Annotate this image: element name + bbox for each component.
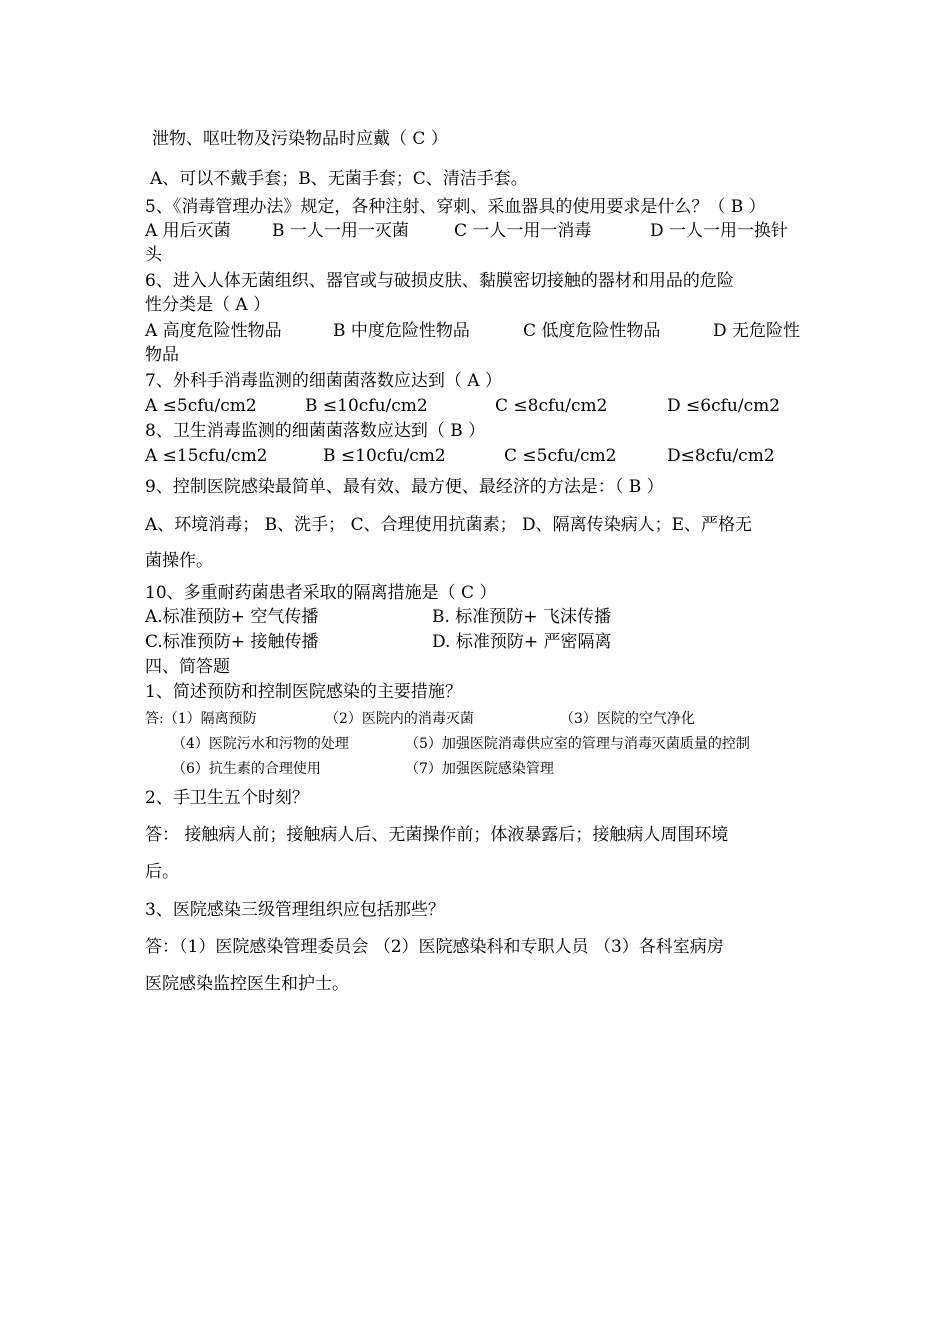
answer-1-row3: [172, 758, 842, 780]
answer-item: （2）医院内的消毒灭菌: [325, 711, 474, 727]
option-c: C 一人一用一消毒: [454, 221, 592, 241]
section-heading: 四、简答题: [145, 657, 230, 677]
option-c: C ≤5cfu/cm2: [504, 446, 617, 466]
question-9: 9、控制医院感染最简单、最有效、最方便、最经济的方法是：（ B ）: [145, 477, 664, 497]
question-6-options: [145, 320, 815, 342]
option-a: A 用后灭菌: [145, 221, 231, 241]
answer-item: （6）抗生素的合理使用: [172, 761, 321, 777]
question-7-options: [145, 395, 815, 417]
question-10-options-row2: [145, 631, 815, 653]
question-5: 5、《消毒管理办法》规定，各种注射、穿刺、采血器具的使用要求是什么？（ B ）: [145, 197, 766, 217]
answer-item: 答:（1）隔离预防: [145, 711, 257, 727]
option-c: C ≤8cfu/cm2: [495, 396, 608, 416]
option-b: B ≤10cfu/cm2: [305, 396, 428, 416]
question-6-continuation: 性分类是（ A ）: [145, 295, 271, 315]
answer-3: 答：（1）医院感染管理委员会 （2）医院感染科和专职人员 （3）各科室病房: [145, 937, 724, 957]
option-b: B 中度危险性物品: [333, 321, 470, 341]
question-6-wrap: 物品: [145, 345, 179, 365]
option-b: B ≤10cfu/cm2: [323, 446, 446, 466]
short-question-3: 3、医院感染三级管理组织应包括那些？: [145, 900, 445, 920]
answer-item: （3）医院的空气净化: [560, 711, 695, 727]
option-b: B 一人一用一灭菌: [272, 221, 409, 241]
option-d: D. 标准预防+ 严密隔离: [432, 632, 612, 652]
option-a: A.标准预防+ 空气传播: [145, 607, 319, 627]
option-a: A 高度危险性物品: [145, 321, 282, 341]
option-d: D 无危险性: [713, 321, 801, 341]
option-c: C.标准预防+ 接触传播: [145, 632, 319, 652]
question-5-wrap: 头: [145, 245, 162, 265]
question-5-options: [145, 220, 815, 242]
option-a: A ≤5cfu/cm2: [145, 396, 257, 416]
answer-item: （5）加强医院消毒供应室的管理与消毒灭菌质量的控制: [405, 736, 750, 752]
option-d: D ≤6cfu/cm2: [667, 396, 781, 416]
answer-1-row1: [145, 708, 815, 730]
question-8-options: [145, 445, 815, 467]
answer-2: 答： 接触病人前；接触病人后、无菌操作前；体液暴露后；接触病人周围环境: [145, 825, 729, 845]
question-10: 10、多重耐药菌患者采取的隔离措施是（ C ）: [145, 583, 497, 603]
answer-item: （4）医院污水和污物的处理: [172, 736, 349, 752]
option-a: A ≤15cfu/cm2: [145, 446, 268, 466]
question-7: 7、外科手消毒监测的细菌菌落数应达到（ A ）: [145, 371, 502, 391]
question-9-wrap: 菌操作。: [145, 551, 213, 571]
question-continuation: 泄物、呕吐物及污染物品时应戴（ C ）: [152, 129, 448, 149]
answer-2-wrap: 后。: [145, 862, 179, 882]
question-options: A、可以不戴手套；B、无菌手套；C、清洁手套。: [150, 169, 528, 189]
option-d: D≤8cfu/cm2: [667, 446, 775, 466]
question-8: 8、卫生消毒监测的细菌菌落数应达到（ B ）: [145, 421, 486, 441]
option-b: B. 标准预防+ 飞沫传播: [432, 607, 611, 627]
answer-1-row2: [172, 733, 842, 755]
answer-item: （7）加强医院感染管理: [405, 761, 554, 777]
option-c: C 低度危险性物品: [523, 321, 661, 341]
question-9-options: A、环境消毒； B、洗手； C、合理使用抗菌素； D、隔离传染病人；E、严格无: [145, 515, 753, 535]
short-question-2: 2、手卫生五个时刻？: [145, 788, 309, 808]
short-question-1: 1、简述预防和控制医院感染的主要措施？: [145, 682, 462, 702]
question-6: 6、进入人体无菌组织、器官或与破损皮肤、黏膜密切接触的器材和用品的危险: [145, 271, 734, 291]
question-10-options-row1: [145, 606, 815, 628]
option-d: D 一人一用一换针: [650, 221, 789, 241]
answer-3-wrap: 医院感染监控医生和护士。: [145, 974, 349, 994]
